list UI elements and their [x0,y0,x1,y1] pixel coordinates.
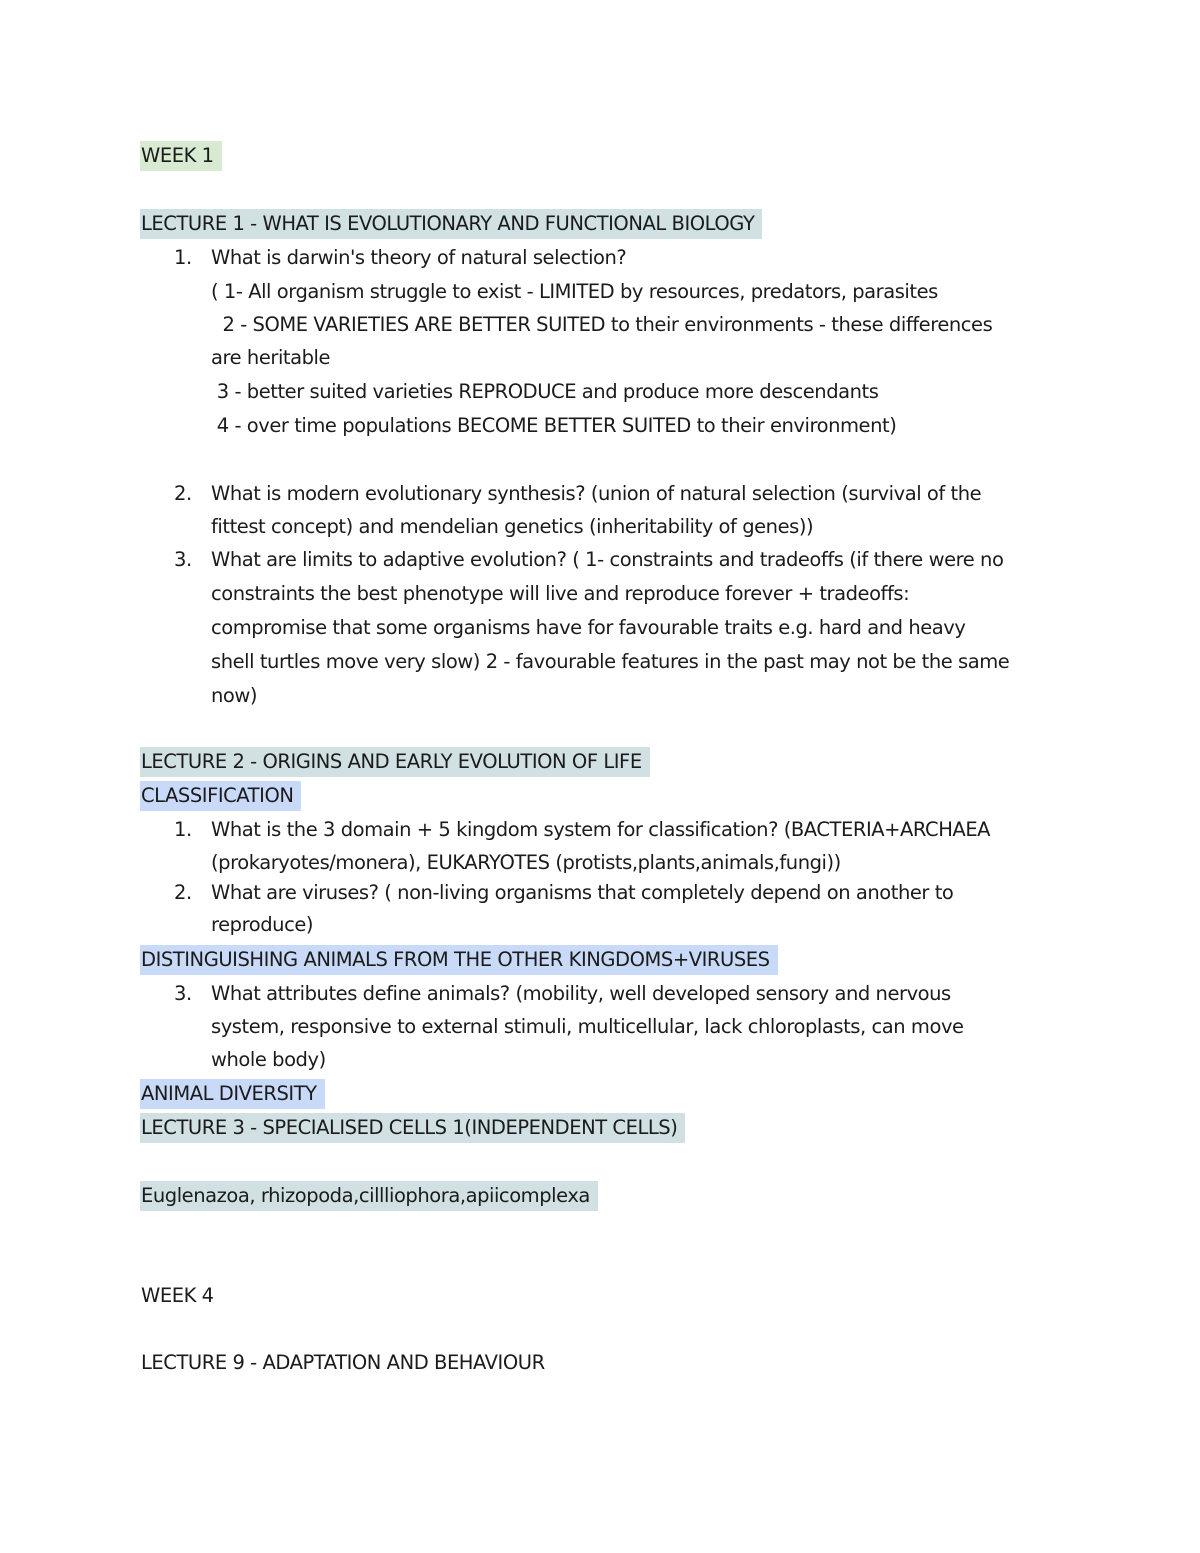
list-text: What is darwin's theory of natural selection? [211,246,627,269]
week-1-heading: WEEK 1 [141,139,222,173]
list-text: compromise that some organisms have for favourable traits e.g. hard and heavy [211,616,966,639]
list-text: are heritable [211,346,331,369]
list-text: What is modern evolutionary synthesis? (union of natural selection (survival of the [211,482,982,505]
list-number: 2. [174,881,192,904]
list-text: now) [211,684,258,707]
list-text: whole body) [211,1048,326,1071]
list-text: What attributes define animals? (mobility, well developed sensory and nervous [211,982,951,1005]
distinguishing-animals-heading: DISTINGUISHING ANIMALS FROM THE OTHER KINGDOMS+VIRUSES [141,943,778,977]
list-number: 3. [174,982,192,1005]
list-text: 4 - over time populations BECOME BETTER SUITED to their environment) [211,414,897,437]
list-text: constraints the best phenotype will live and reproduce forever + tradeoffs: [211,582,910,605]
list-text: What is the 3 domain + 5 kingdom system for classification? (BACTERIA+ARCHAEA [211,818,991,841]
classification-heading: CLASSIFICATION [141,779,301,813]
list-number: 3. [174,548,192,571]
list-text: shell turtles move very slow) 2 - favourable features in the past may not be the same [211,650,1010,673]
lecture-1-heading: LECTURE 1 - WHAT IS EVOLUTIONARY AND FUNCTIONAL BIOLOGY [141,207,762,241]
list-text: 3 - better suited varieties REPRODUCE and produce more descendants [211,380,879,403]
list-text: (prokaryotes/monera), EUKARYOTES (protists,plants,animals,fungi)) [211,851,841,874]
list-text: ( 1- All organism struggle to exist - LIMITED by resources, predators, parasites [211,280,938,303]
week-4-heading: WEEK 4 [141,1284,214,1307]
list-text: fittest concept) and mendelian genetics (inheritability of genes)) [211,515,814,538]
list-text: What are limits to adaptive evolution? ( 1- constraints and tradeoffs (if there were no [211,548,1004,571]
lecture-3-heading: LECTURE 3 - SPECIALISED CELLS 1(INDEPENDENT CELLS) [141,1111,685,1145]
list-number: 2. [174,482,192,505]
lecture-2-heading: LECTURE 2 - ORIGINS AND EARLY EVOLUTION OF LIFE [141,745,650,779]
list-number: 1. [174,818,192,841]
list-text: system, responsive to external stimuli, multicellular, lack chloroplasts, can move [211,1015,964,1038]
list-text: reproduce) [211,913,314,936]
lecture-9-heading: LECTURE 9 - ADAPTATION AND BEHAVIOUR [141,1351,545,1374]
cell-groups-line: Euglenazoa, rhizopoda,cillliophora,apiicomplexa [141,1179,598,1213]
list-number: 1. [174,246,192,269]
list-text: 2 - SOME VARIETIES ARE BETTER SUITED to their environments - these differences [211,313,993,336]
animal-diversity-heading: ANIMAL DIVERSITY [141,1077,325,1111]
list-text: What are viruses? ( non-living organisms that completely depend on another to [211,881,954,904]
